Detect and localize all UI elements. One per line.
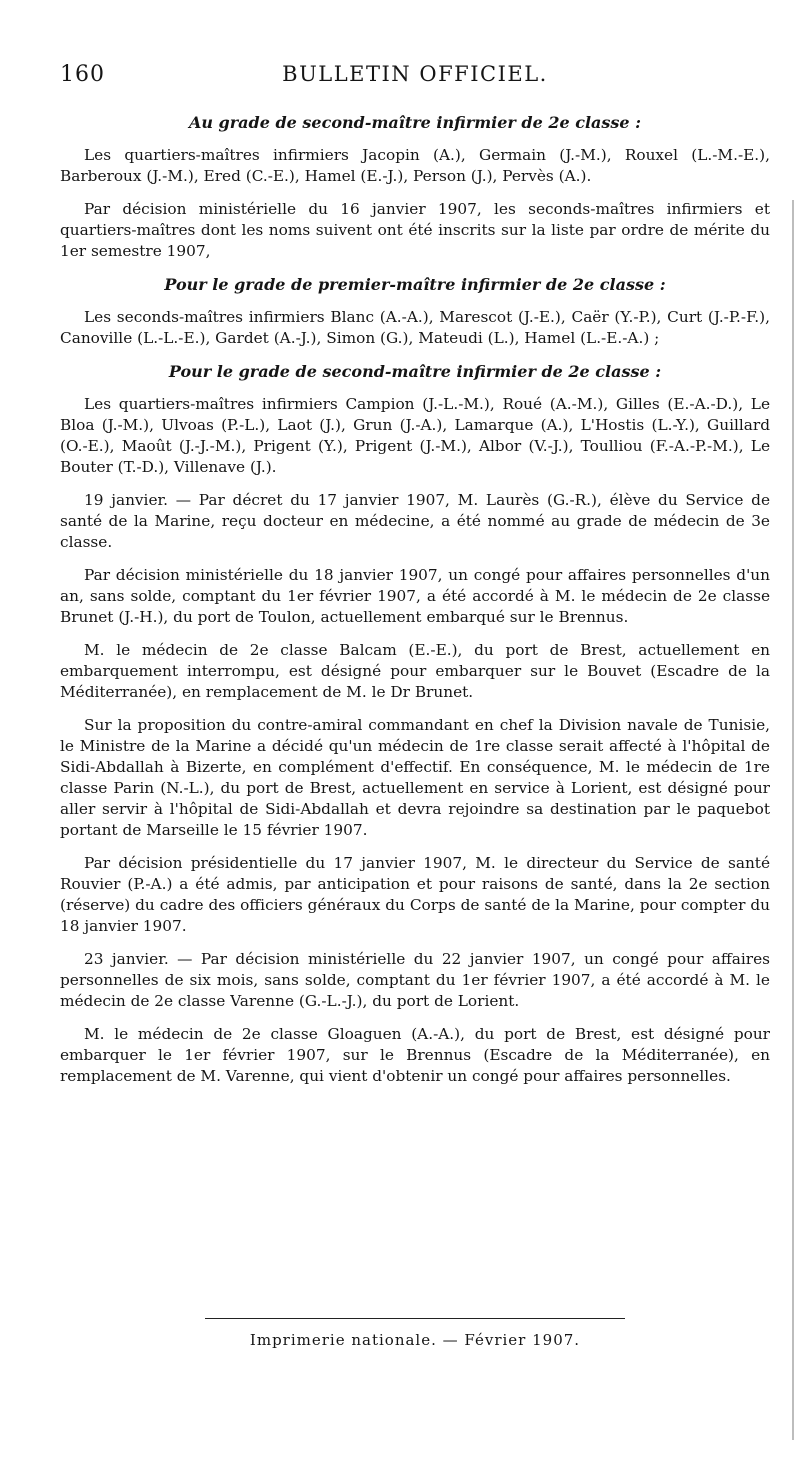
section-heading: Pour le grade de premier-maître infirmier de 2e classe : (164, 275, 666, 294)
scan-edge-mark (792, 200, 794, 1440)
paragraph: Les quartiers-maîtres infirmiers Jacopin (A.), Germain (J.-M.), Rouxel (L.-M.-E.), Barberoux (J.-M.), Ered (C.-E.), Hamel (E.-J.), Person (J.), Pervès (A.). (60, 146, 770, 185)
footer-divider (205, 1318, 625, 1319)
paragraph: M. le médecin de 2e classe Gloaguen (A.-A.), du port de Brest, est désigné pour embarquer le 1er février 1907, sur le Brennus (Escadre de la Méditerranée), en remplacement de M. Varenne, qui vient d'obtenir un congé pour affaires personnelles. (60, 1025, 770, 1085)
page-footer (60, 1318, 770, 1349)
section-heading: Pour le grade de second-maître infirmier de 2e classe : (168, 362, 662, 381)
paragraph: Par décision présidentielle du 17 janvier 1907, M. le directeur du Service de santé Rouvier (P.-A.) a été admis, par anticipation et pour raisons de santé, dans la 2e section (réserve) du cadre des officiers généraux du Corps de santé de la Marine, pour compter du 18 janvier 1907. (60, 854, 770, 935)
paragraph: Sur la proposition du contre-amiral commandant en chef la Division navale de Tunisie, le Ministre de la Marine a décidé qu'un médecin de 1re classe serait affecté à l'hôpital de Sidi-Abdallah à Bizerte, en complément d'effectif. En conséquence, M. le médecin de 1re classe Parin (N.-L.), du port de Brest, actuellement en service à Lorient, est désigné pour aller servir à l'hôpital de Sidi-Abdallah et devra rejoindre sa destination par le paquebot portant de Marseille le 15 février 1907. (60, 716, 770, 839)
paragraph: 19 janvier. — Par décret du 17 janvier 1907, M. Laurès (G.-R.), élève du Service de santé de la Marine, reçu docteur en médecine, a été nommé au grade de médecin de 3e classe. (60, 491, 770, 551)
page-header (60, 62, 770, 94)
running-title: BULLETIN OFFICIEL. (282, 62, 548, 86)
section-heading: Au grade de second-maître infirmier de 2e classe : (188, 113, 642, 132)
page-number: 160 (60, 62, 105, 87)
paragraph: 23 janvier. — Par décision ministérielle du 22 janvier 1907, un congé pour affaires personnelles de six mois, sans solde, comptant du 1er février 1907, a été accordé à M. le médecin de 2e classe Varenne (G.-L.-J.), du port de Lorient. (60, 950, 770, 1010)
printer-imprint: Imprimerie nationale. — Février 1907. (249, 1331, 581, 1349)
paragraph: M. le médecin de 2e classe Balcam (E.-E.), du port de Brest, actuellement en embarquement interrompu, est désigné pour embarquer sur le Bouvet (Escadre de la Méditerranée), en remplacement de M. le Dr Brunet. (60, 641, 770, 701)
paragraph: Les seconds-maîtres infirmiers Blanc (A.-A.), Marescot (J.-E.), Caër (Y.-P.), Curt (J.-P.-F.), Canoville (L.-L.-E.), Gardet (A.-J.), Simon (G.), Mateudi (L.), Hamel (L.-E.-A.) ; (60, 308, 770, 347)
paragraph: Par décision ministérielle du 18 janvier 1907, un congé pour affaires personnelles d'un an, sans solde, comptant du 1er février 1907, a été accordé à M. le médecin de 2e classe Brunet (J.-H.), du port de Toulon, actuellement embarqué sur le Brennus. (60, 566, 770, 626)
paragraph: Par décision ministérielle du 16 janvier 1907, les seconds-maîtres infirmiers et quartiers-maîtres dont les noms suivent ont été inscrits sur la liste par ordre de mérite du 1er semestre 1907, (60, 200, 770, 260)
paragraph: Les quartiers-maîtres infirmiers Campion (J.-L.-M.), Roué (A.-M.), Gilles (E.-A.-D.), Le Bloa (J.-M.), Ulvoas (P.-L.), Laot (J.), Grun (J.-A.), Lamarque (A.), L'Hostis (L.-Y.), Guillard (O.-E.), Maoût (J.-J.-M.), Prigent (Y.), Prigent (J.-M.), Albor (V.-J.), Toulliou (F.-A.-P.-M.), Le Bouter (T.-D.), Villenave (J.). (60, 395, 770, 476)
document-body (60, 108, 770, 1099)
